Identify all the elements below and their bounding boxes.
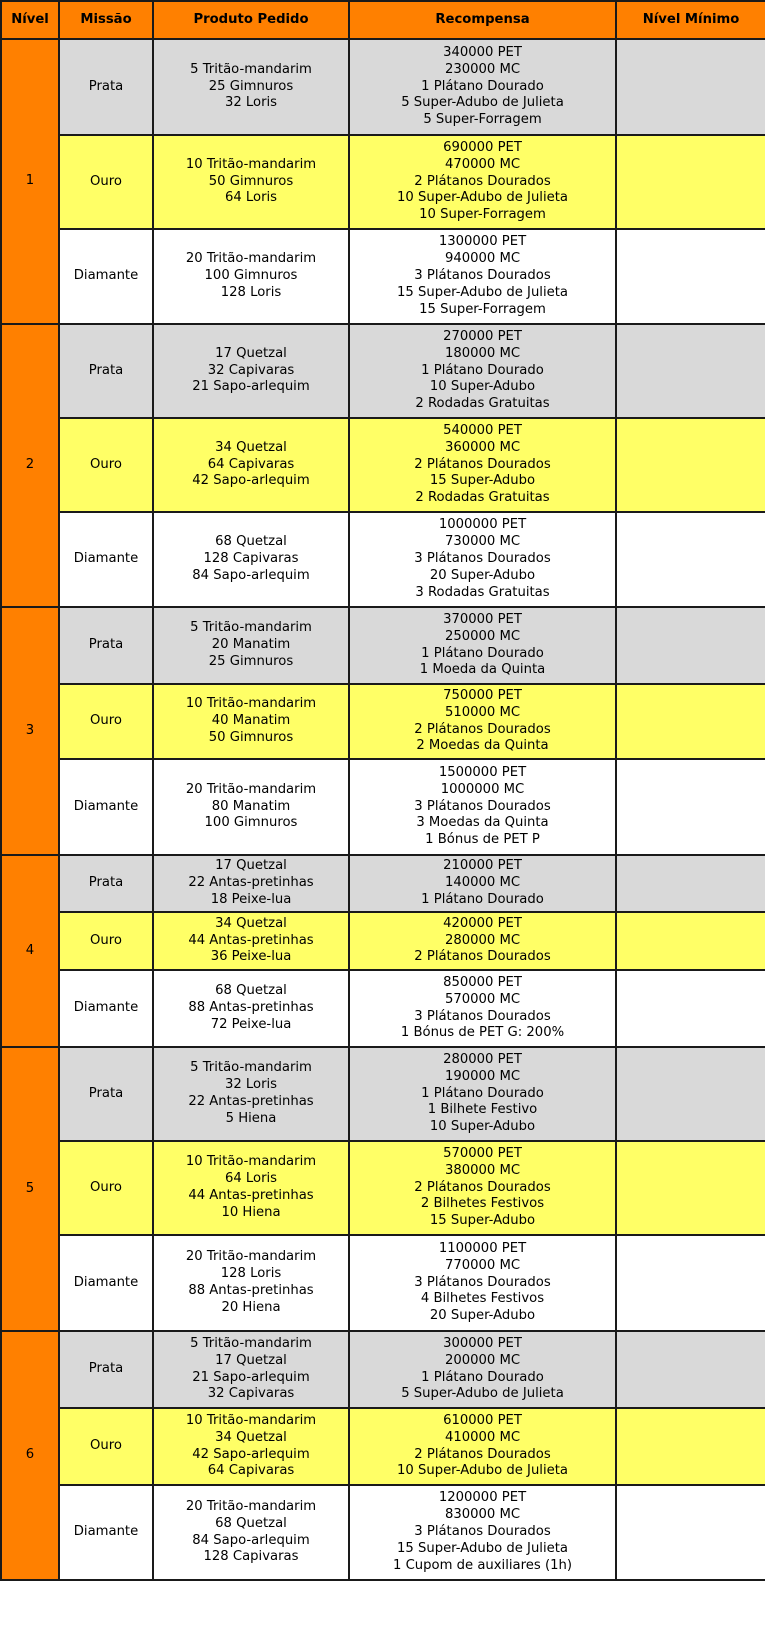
products-cell [153,607,349,684]
mission-tier-cell: Prata [59,1047,153,1141]
product-item: 88 Antas-pretinhas [188,1283,314,1298]
product-item: 10 Tritão-mandarim [185,1154,317,1170]
header-mission: Missão [59,1,153,39]
min-level-cell [616,759,765,855]
product-item: 5 Tritão-mandarim [190,1335,312,1351]
reward-item: 1200000 PET [438,1490,527,1506]
product-item: 17 Quetzal [215,1352,287,1368]
reward-item: 1 Plátano Dourado [421,891,544,907]
product-item: 34 Quetzal [215,439,287,455]
mission-tier-cell: Prata [59,855,153,912]
reward-item: 2 Bilhetes Festivos [420,1196,545,1212]
header-min-level: Nível Mínimo [616,1,765,39]
reward-item: 300000 PET [443,1335,522,1351]
mission-row [1,418,765,512]
products-cell [153,229,349,324]
mission-tier-cell: Prata [59,39,153,135]
product-item: 128 Capivaras [203,551,299,567]
mission-row [1,1047,765,1141]
reward-item: 570000 PET [443,1145,522,1161]
mission-row [1,512,765,607]
product-item: 36 Peixe-lua [210,949,292,965]
product-item: 32 Loris [224,1077,278,1093]
reward-item: 10 Super-Adubo [429,1119,536,1135]
level-cell: 5 [1,1047,59,1331]
product-item: 44 Antas-pretinhas [188,932,314,948]
rewards-cell [349,1047,616,1141]
min-level-cell [616,512,765,607]
products-cell [153,1141,349,1235]
min-level-cell [616,1408,765,1485]
reward-item: 1 Plátano Dourado [421,362,544,378]
rewards-cell [349,1408,616,1485]
min-level-cell [616,855,765,912]
mission-tier-cell: Prata [59,324,153,418]
mission-row [1,607,765,684]
rewards-cell [349,418,616,512]
rewards-cell [349,759,616,855]
products-cell [153,135,349,229]
product-item: 42 Sapo-arlequim [192,1446,310,1462]
reward-item: 3 Plátanos Dourados [414,551,551,567]
rewards-cell [349,970,616,1047]
reward-item: 5 Super-Adubo de Julieta [401,95,564,111]
product-item: 64 Loris [224,190,278,206]
product-item: 40 Manatim [211,713,291,729]
product-item: 21 Sapo-arlequim [192,379,310,395]
mission-tier-cell: Diamante [59,229,153,324]
product-item: 20 Tritão-mandarim [185,1498,317,1514]
rewards-cell [349,324,616,418]
products-cell [153,912,349,970]
product-item: 84 Sapo-arlequim [192,567,310,583]
product-item: 32 Loris [224,95,278,111]
mission-row [1,324,765,418]
product-item: 42 Sapo-arlequim [192,473,310,489]
products-cell [153,324,349,418]
reward-item: 510000 MC [444,704,521,720]
products-cell [153,418,349,512]
reward-item: 1 Bónus de PET P [425,832,540,848]
reward-item: 1 Plátano Dourado [421,1369,544,1385]
product-item: 128 Loris [220,1266,282,1282]
reward-item: 830000 MC [444,1507,521,1523]
rewards-cell [349,1235,616,1331]
product-item: 32 Capivaras [207,1386,295,1402]
reward-item: 1 Plátano Dourado [421,1085,544,1101]
mission-tier-cell: Prata [59,1331,153,1408]
mission-tier-cell: Ouro [59,418,153,512]
min-level-cell [616,912,765,970]
reward-item: 200000 MC [444,1352,521,1368]
products-cell [153,1408,349,1485]
reward-item: 410000 MC [444,1429,521,1445]
product-item: 20 Tritão-mandarim [185,781,317,797]
reward-item: 3 Plátanos Dourados [414,1524,551,1540]
reward-item: 20 Super-Adubo [429,567,536,583]
reward-item: 1000000 PET [438,517,527,533]
reward-item: 10 Super-Adubo [429,379,536,395]
reward-item: 10 Super-Forragem [419,207,546,223]
products-cell [153,1485,349,1580]
min-level-cell [616,1331,765,1408]
reward-item: 1500000 PET [438,764,527,780]
product-item: 100 Gimnuros [204,815,298,831]
reward-item: 3 Rodadas Gratuitas [415,584,550,600]
reward-item: 2 Plátanos Dourados [414,721,551,737]
mission-tier-cell: Diamante [59,1235,153,1331]
level-cell: 6 [1,1331,59,1580]
reward-item: 180000 MC [444,345,521,361]
reward-item: 1 Moeda da Quinta [419,662,546,678]
reward-item: 3 Plátanos Dourados [414,268,551,284]
reward-item: 940000 MC [444,251,521,267]
min-level-cell [616,607,765,684]
product-item: 100 Gimnuros [204,268,298,284]
reward-item: 1 Plátano Dourado [421,645,544,661]
rewards-cell [349,39,616,135]
reward-item: 10 Super-Adubo de Julieta [397,1463,568,1479]
reward-item: 2 Plátanos Dourados [414,456,551,472]
rewards-cell [349,912,616,970]
mission-row [1,39,765,135]
reward-item: 540000 PET [443,422,522,438]
header-reward: Recompensa [349,1,616,39]
min-level-cell [616,418,765,512]
mission-tier-cell: Ouro [59,684,153,759]
product-item: 32 Capivaras [207,362,295,378]
rewards-cell [349,229,616,324]
reward-item: 1 Cupom de auxiliares (1h) [393,1557,572,1573]
rewards-cell [349,512,616,607]
reward-item: 1 Bilhete Festivo [427,1102,538,1118]
reward-item: 2 Rodadas Gratuitas [415,490,550,506]
products-cell [153,39,349,135]
product-item: 25 Gimnuros [208,653,294,669]
product-item: 128 Capivaras [203,1549,299,1565]
product-item: 5 Tritão-mandarim [190,620,312,636]
mission-row [1,1331,765,1408]
reward-item: 3 Plátanos Dourados [414,1008,551,1024]
product-item: 18 Peixe-lua [210,891,292,907]
products-cell [153,684,349,759]
min-level-cell [616,135,765,229]
reward-item: 730000 MC [444,534,521,550]
reward-item: 2 Moedas da Quinta [416,738,549,754]
reward-item: 280000 MC [444,932,521,948]
mission-row [1,684,765,759]
product-item: 5 Tritão-mandarim [190,1060,312,1076]
level-cell: 2 [1,324,59,607]
product-item: 20 Manatim [211,637,291,653]
products-cell [153,512,349,607]
products-cell [153,759,349,855]
product-item: 17 Quetzal [215,345,287,361]
reward-item: 2 Rodadas Gratuitas [415,396,550,412]
mission-tier-cell: Diamante [59,759,153,855]
reward-item: 470000 MC [444,156,521,172]
reward-item: 770000 MC [444,1257,521,1273]
rewards-cell [349,607,616,684]
mission-tier-cell: Diamante [59,970,153,1047]
min-level-cell [616,970,765,1047]
product-item: 10 Tritão-mandarim [185,1412,317,1428]
mission-tier-cell: Ouro [59,1141,153,1235]
mission-tier-cell: Ouro [59,1408,153,1485]
min-level-cell [616,229,765,324]
reward-item: 420000 PET [443,915,522,931]
product-item: 128 Loris [220,284,282,300]
product-item: 20 Hiena [221,1299,281,1315]
mission-tier-cell: Diamante [59,1485,153,1580]
product-item: 72 Peixe-lua [210,1016,292,1032]
product-item: 64 Capivaras [207,456,295,472]
reward-item: 340000 PET [443,44,522,60]
product-item: 68 Quetzal [215,1515,287,1531]
product-item: 68 Quetzal [215,983,287,999]
mission-row [1,229,765,324]
product-item: 68 Quetzal [215,534,287,550]
rewards-cell [349,855,616,912]
reward-item: 570000 MC [444,991,521,1007]
mission-row [1,1235,765,1331]
reward-item: 1 Plátano Dourado [421,78,544,94]
mission-row [1,1408,765,1485]
mission-row [1,912,765,970]
product-item: 25 Gimnuros [208,78,294,94]
reward-item: 250000 MC [444,628,521,644]
reward-item: 360000 MC [444,439,521,455]
product-item: 20 Tritão-mandarim [185,251,317,267]
level-cell: 1 [1,39,59,324]
reward-item: 270000 PET [443,328,522,344]
reward-item: 140000 MC [444,875,521,891]
reward-item: 370000 PET [443,611,522,627]
reward-item: 15 Super-Adubo de Julieta [397,284,568,300]
mission-row [1,855,765,912]
product-item: 10 Tritão-mandarim [185,696,317,712]
product-item: 17 Quetzal [215,858,287,874]
reward-item: 15 Super-Adubo de Julieta [397,1540,568,1556]
reward-item: 2 Plátanos Dourados [414,1179,551,1195]
reward-item: 3 Moedas da Quinta [416,815,549,831]
products-cell [153,1047,349,1141]
rewards-cell [349,1331,616,1408]
reward-item: 1 Bónus de PET G: 200% [400,1025,565,1041]
mission-row [1,1141,765,1235]
min-level-cell [616,1047,765,1141]
product-item: 64 Capivaras [207,1463,295,1479]
product-item: 21 Sapo-arlequim [192,1369,310,1385]
reward-item: 20 Super-Adubo [429,1308,536,1324]
min-level-cell [616,684,765,759]
rewards-cell [349,1141,616,1235]
mission-tier-cell: Diamante [59,512,153,607]
product-item: 44 Antas-pretinhas [188,1188,314,1203]
level-cell: 3 [1,607,59,855]
header-product: Produto Pedido [153,1,349,39]
product-item: 64 Loris [224,1171,278,1187]
reward-item: 3 Plátanos Dourados [414,798,551,814]
product-item: 84 Sapo-arlequim [192,1532,310,1548]
reward-item: 210000 PET [443,858,522,874]
product-item: 10 Hiena [221,1204,281,1220]
products-cell [153,1331,349,1408]
level-cell: 4 [1,855,59,1047]
reward-item: 3 Plátanos Dourados [414,1274,551,1290]
min-level-cell [616,39,765,135]
header-row [1,1,765,39]
product-item: 34 Quetzal [215,1429,287,1445]
reward-item: 1000000 MC [440,781,525,797]
reward-item: 15 Super-Adubo [429,1213,536,1229]
products-cell [153,1235,349,1331]
product-item: 20 Tritão-mandarim [185,1249,317,1265]
product-item: 22 Antas-pretinhas [188,875,314,891]
product-item: 34 Quetzal [215,915,287,931]
reward-item: 380000 MC [444,1162,521,1178]
mission-tier-cell: Prata [59,607,153,684]
min-level-cell [616,324,765,418]
reward-item: 610000 PET [443,1412,522,1428]
reward-item: 2 Plátanos Dourados [414,173,551,189]
product-item: 22 Antas-pretinhas [188,1094,314,1109]
reward-item: 690000 PET [443,139,522,155]
rewards-cell [349,1485,616,1580]
mission-tier-cell: Ouro [59,135,153,229]
product-item: 10 Tritão-mandarim [185,156,317,172]
min-level-cell [616,1485,765,1580]
product-item: 80 Manatim [211,798,291,814]
reward-item: 2 Plátanos Dourados [414,949,551,965]
mission-tier-cell: Ouro [59,912,153,970]
product-item: 5 Hiena [225,1110,277,1126]
mission-row [1,970,765,1047]
reward-item: 230000 MC [444,61,521,77]
product-item: 88 Antas-pretinhas [188,1000,314,1016]
reward-item: 2 Plátanos Dourados [414,1446,551,1462]
reward-item: 1300000 PET [438,234,527,250]
reward-item: 280000 PET [443,1051,522,1067]
reward-item: 10 Super-Adubo de Julieta [397,190,568,206]
mission-row [1,135,765,229]
rewards-cell [349,135,616,229]
mission-row [1,759,765,855]
reward-item: 4 Bilhetes Festivos [420,1291,545,1307]
products-cell [153,970,349,1047]
reward-item: 15 Super-Forragem [419,301,546,317]
reward-item: 750000 PET [443,687,522,703]
products-cell [153,855,349,912]
min-level-cell [616,1235,765,1331]
product-item: 5 Tritão-mandarim [190,61,312,77]
reward-item: 1100000 PET [438,1240,527,1256]
product-item: 50 Gimnuros [208,729,294,745]
rewards-cell [349,684,616,759]
reward-item: 15 Super-Adubo [429,473,536,489]
header-level: Nível [1,1,59,39]
reward-item: 190000 MC [444,1068,521,1084]
reward-item: 5 Super-Adubo de Julieta [401,1386,564,1402]
reward-item: 5 Super-Forragem [423,112,542,128]
product-item: 50 Gimnuros [208,173,294,189]
min-level-cell [616,1141,765,1235]
reward-item: 850000 PET [443,974,522,990]
mission-row [1,1485,765,1580]
